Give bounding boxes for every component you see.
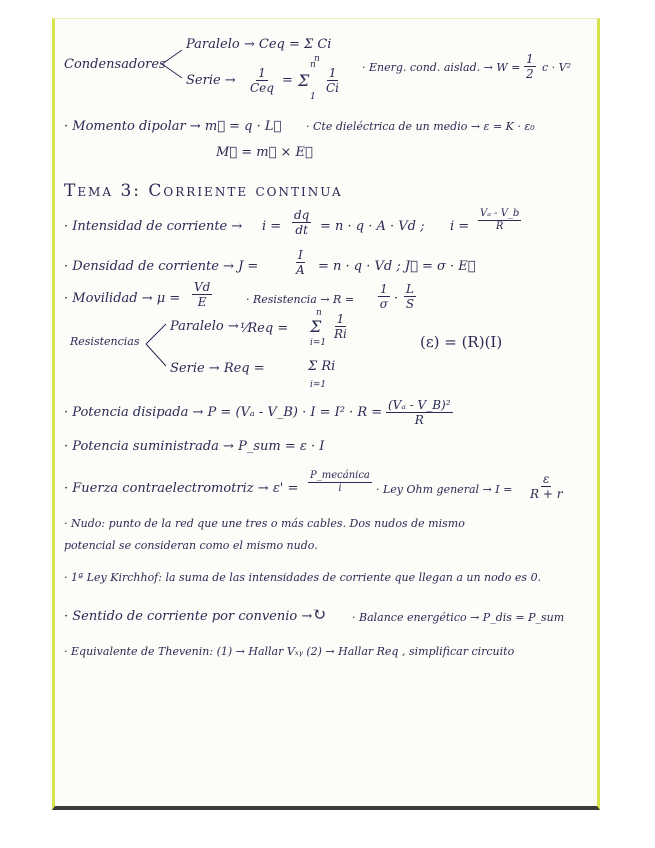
condensadores-label: Condensadores — [64, 57, 166, 72]
resistors-label: Resistencias — [70, 335, 140, 348]
parallel-sum-index: n — [314, 54, 320, 64]
resistor-series-sum: Σ Ri — [308, 359, 336, 374]
series-sum-bottom: 1 — [310, 92, 316, 102]
density-rest: = n · q · Vd ; J⃗ = σ · E⃗ — [318, 259, 476, 274]
mobility-frac: $\frac{Vd}{E}$ — [194, 280, 211, 310]
series-equals: = — [282, 73, 293, 88]
current-rest: = n · q · A · Vd ; — [320, 219, 425, 234]
density-frac: $\frac{I}{A}$ — [296, 248, 305, 278]
resistor-parallel-lhs: ¹⁄Req = — [240, 321, 289, 336]
series-sum-top: n — [310, 60, 316, 70]
current-direction-icon: ↻ — [312, 605, 327, 625]
resistor-parallel-sum-top: n — [316, 308, 322, 318]
resistor-series: Serie → Req = — [170, 361, 265, 376]
node-definition-line1: · Nudo: punto de la red que une tres o más cables. Dos nudos de mismo — [64, 517, 465, 530]
current-intensity-label: · Intensidad de corriente → — [64, 219, 243, 234]
resistor-parallel-sum: Σ — [310, 317, 322, 336]
dielectric-constant: · Cte dieléctrica de un medio → ε = K · ε₀ — [306, 120, 535, 133]
ohm-law-box: (ε) = (R)(I) — [420, 333, 503, 351]
section-title: Tema 3: Corriente continua — [64, 181, 343, 201]
energy-label: · Energ. cond. aislad. → W = — [362, 61, 521, 74]
kirchhoff-law: · 1ª Ley Kirchhof: la suma de las intensidades de corriente que llegan a un nodo es 0. — [64, 571, 542, 584]
current-i2: i = — [450, 219, 470, 234]
current-frac-ohm: $\frac{\text{Vₐ - V\_b}}{R}$ — [480, 208, 520, 232]
series-sum: Σ — [298, 71, 310, 90]
thevenin-equivalent: · Equivalente de Thevenin: (1) → Hallar Vₓᵧ (2) → Hallar Req , simplificar circuito — [64, 645, 515, 658]
current-frac-dqdt: $\frac{dq}{dt}$ — [294, 208, 310, 238]
capacitor-parallel: Paralelo → Ceq = Σ Ci — [186, 37, 332, 52]
resistor-series-sum-bottom: i=1 — [310, 380, 327, 390]
resistor-parallel-frac: $\frac{1}{Ri}$ — [334, 312, 347, 342]
resistor-branch-arrows — [144, 316, 170, 372]
energy-balance: · Balance energético → P_dis = P_sum — [352, 611, 565, 624]
dipole-moment: · Momento dipolar → m⃗ = q · L⃗ — [64, 119, 282, 134]
power-supplied: · Potencia suministrada → P_sum = ε · I — [64, 439, 325, 454]
power-dissipated: · Potencia disipada → P = (Vₐ - V_B) · I = I² · R = — [64, 405, 383, 420]
series-frac-ci: $\frac{1}{Ci}$ — [326, 66, 340, 96]
resistance-dot: · — [394, 291, 399, 306]
counter-emf-frac: P_mecánica i — [310, 470, 370, 494]
counter-emf-label: · Fuerza contraelectromotriz → ε' = — [64, 481, 299, 496]
branch-arrows — [160, 44, 186, 84]
torque-equation: M⃗ = m⃗ × E⃗ — [216, 145, 313, 160]
resistor-parallel-sum-bottom: i=1 — [310, 338, 327, 348]
resistance-frac-1: $\frac{1}{\sigma}$ — [379, 282, 388, 312]
series-frac-ceq: 1 Ceq — [250, 66, 274, 96]
energy-rest: c · V² — [542, 61, 572, 74]
current-density-label: · Densidad de corriente → J = — [64, 259, 259, 274]
current-direction-label: · Sentido de corriente por convenio → — [64, 609, 313, 624]
current-i: i = — [262, 219, 282, 234]
resistor-parallel-label: Paralelo → — [170, 319, 239, 334]
energy-frac: $\frac{1}{2}$ — [526, 52, 534, 82]
capacitor-series-label: Serie → — [186, 73, 236, 88]
mobility-label: · Movilidad → μ = — [64, 291, 181, 306]
node-definition-line2: potencial se consideran como el mismo nudo. — [64, 539, 318, 552]
power-dissipated-frac: $\frac{\text{(Vₐ - V\_B)²}}{R}$ — [388, 398, 451, 428]
resistance-frac-2: $\frac{L}{S}$ — [405, 282, 415, 312]
ohm-general-frac: $\frac{\varepsilon}{R + r}$ — [530, 472, 563, 502]
ohm-general-label: · Ley Ohm general → I = — [376, 483, 513, 496]
resistance-label: · Resistencia → R = — [246, 293, 355, 306]
